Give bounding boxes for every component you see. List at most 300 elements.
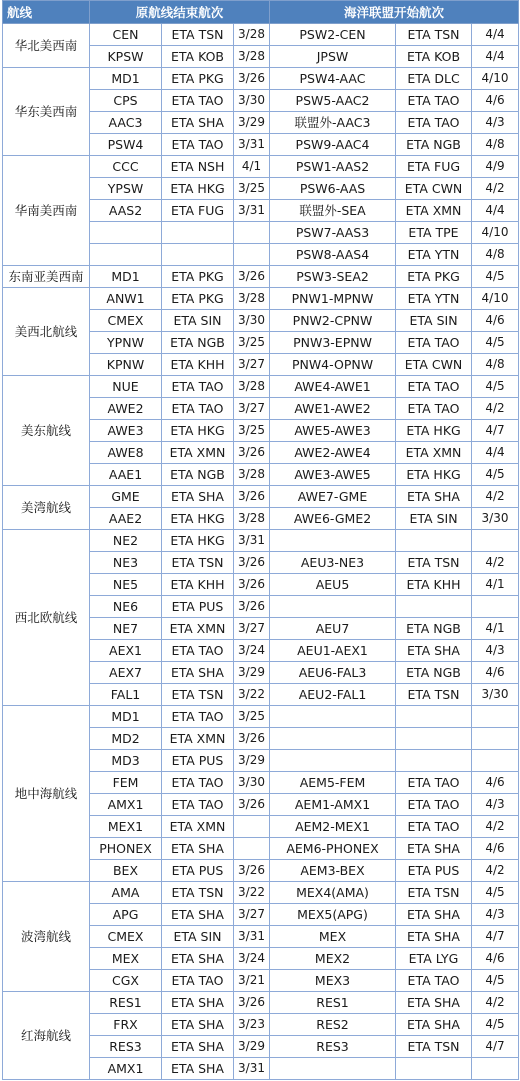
old-voyage: CPS (90, 90, 162, 112)
old-eta: ETA KHH (162, 354, 234, 376)
old-eta: ETA SHA (162, 838, 234, 860)
new-date (472, 1058, 519, 1080)
schedule-body (3, 24, 519, 1080)
route-name: 地中海航线 (3, 706, 90, 882)
old-eta: ETA KHH (162, 574, 234, 596)
old-eta: ETA SIN (162, 926, 234, 948)
new-eta: ETA TSN (396, 24, 472, 46)
old-voyage: MD1 (90, 266, 162, 288)
old-date: 3/29 (234, 662, 270, 684)
old-voyage: AAE1 (90, 464, 162, 486)
header-row (3, 1, 519, 24)
new-date: 4/3 (472, 794, 519, 816)
new-voyage: AEM6-PHONEX (270, 838, 396, 860)
old-voyage: CMEX (90, 310, 162, 332)
old-voyage: BEX (90, 860, 162, 882)
old-eta: ETA SHA (162, 112, 234, 134)
new-voyage: MEX (270, 926, 396, 948)
new-date: 4/7 (472, 926, 519, 948)
old-date (234, 222, 270, 244)
new-date: 4/2 (472, 486, 519, 508)
new-voyage: 联盟外-SEA (270, 200, 396, 222)
old-eta: ETA TAO (162, 90, 234, 112)
old-voyage: CGX (90, 970, 162, 992)
new-voyage: AEU6-FAL3 (270, 662, 396, 684)
new-voyage: AEU3-NE3 (270, 552, 396, 574)
new-date: 4/5 (472, 266, 519, 288)
old-date: 3/31 (234, 200, 270, 222)
old-eta: ETA TSN (162, 24, 234, 46)
new-date: 4/2 (472, 398, 519, 420)
new-voyage: AWE7-GME (270, 486, 396, 508)
new-voyage: MEX3 (270, 970, 396, 992)
table-row (3, 376, 519, 398)
new-voyage: AWE6-GME2 (270, 508, 396, 530)
route-name: 美西北航线 (3, 288, 90, 376)
old-date: 3/29 (234, 1036, 270, 1058)
new-eta: ETA YTN (396, 244, 472, 266)
new-voyage (270, 750, 396, 772)
new-date: 4/10 (472, 288, 519, 310)
new-eta: ETA TPE (396, 222, 472, 244)
new-date: 4/3 (472, 112, 519, 134)
new-eta: ETA SHA (396, 992, 472, 1014)
route-name: 华东美西南 (3, 68, 90, 156)
old-voyage: CCC (90, 156, 162, 178)
old-voyage: RES3 (90, 1036, 162, 1058)
table-row (3, 68, 519, 90)
new-date: 4/6 (472, 772, 519, 794)
old-voyage: GME (90, 486, 162, 508)
new-eta: ETA TAO (396, 90, 472, 112)
old-voyage: AAS2 (90, 200, 162, 222)
old-voyage: FEM (90, 772, 162, 794)
old-date: 3/30 (234, 772, 270, 794)
old-eta: ETA HKG (162, 420, 234, 442)
old-date: 3/26 (234, 728, 270, 750)
old-eta: ETA TAO (162, 640, 234, 662)
old-voyage: MD3 (90, 750, 162, 772)
old-date: 3/26 (234, 552, 270, 574)
old-eta: ETA SHA (162, 992, 234, 1014)
new-voyage: AEM3-BEX (270, 860, 396, 882)
new-date: 4/6 (472, 948, 519, 970)
new-date (472, 596, 519, 618)
old-voyage: AWE2 (90, 398, 162, 420)
old-eta: ETA PUS (162, 750, 234, 772)
new-voyage: PSW8-AAS4 (270, 244, 396, 266)
new-date: 4/2 (472, 816, 519, 838)
old-eta: ETA NSH (162, 156, 234, 178)
route-name: 华南美西南 (3, 156, 90, 266)
old-date: 3/30 (234, 310, 270, 332)
old-voyage: AAE2 (90, 508, 162, 530)
old-eta: ETA PKG (162, 288, 234, 310)
new-eta: ETA CWN (396, 354, 472, 376)
new-eta: ETA YTN (396, 288, 472, 310)
old-eta: ETA SHA (162, 948, 234, 970)
old-voyage: ANW1 (90, 288, 162, 310)
new-date (472, 750, 519, 772)
new-date: 4/3 (472, 904, 519, 926)
old-date: 3/25 (234, 706, 270, 728)
old-date: 3/29 (234, 750, 270, 772)
old-voyage: AWE8 (90, 442, 162, 464)
new-voyage: AEM2-MEX1 (270, 816, 396, 838)
old-voyage: AEX7 (90, 662, 162, 684)
new-eta: ETA SIN (396, 508, 472, 530)
new-eta: ETA TAO (396, 970, 472, 992)
new-date: 4/5 (472, 376, 519, 398)
new-eta: ETA SIN (396, 310, 472, 332)
new-voyage: 联盟外-AAC3 (270, 112, 396, 134)
new-voyage (270, 596, 396, 618)
new-eta: ETA TSN (396, 684, 472, 706)
route-name: 美湾航线 (3, 486, 90, 530)
route-name: 西北欧航线 (3, 530, 90, 706)
old-voyage: PSW4 (90, 134, 162, 156)
new-eta: ETA TAO (396, 794, 472, 816)
old-date: 3/27 (234, 354, 270, 376)
old-date: 3/25 (234, 178, 270, 200)
old-eta: ETA TAO (162, 398, 234, 420)
table-row (3, 882, 519, 904)
new-voyage: AWE1-AWE2 (270, 398, 396, 420)
new-voyage: AEM5-FEM (270, 772, 396, 794)
new-voyage (270, 530, 396, 552)
new-voyage: PNW4-OPNW (270, 354, 396, 376)
old-voyage: NE3 (90, 552, 162, 574)
old-eta: ETA TAO (162, 376, 234, 398)
old-date: 3/22 (234, 882, 270, 904)
table-row (3, 266, 519, 288)
old-eta (162, 244, 234, 266)
new-eta (396, 706, 472, 728)
old-voyage: NE5 (90, 574, 162, 596)
new-eta: ETA KOB (396, 46, 472, 68)
new-voyage: PSW7-AAS3 (270, 222, 396, 244)
new-eta: ETA KHH (396, 574, 472, 596)
route-name: 华北美西南 (3, 24, 90, 68)
new-date: 4/5 (472, 1014, 519, 1036)
old-date: 3/25 (234, 420, 270, 442)
new-date: 4/5 (472, 464, 519, 486)
new-eta: ETA DLC (396, 68, 472, 90)
header-route: 航线 (3, 1, 90, 24)
old-date: 3/26 (234, 442, 270, 464)
old-eta: ETA PKG (162, 68, 234, 90)
old-voyage: FAL1 (90, 684, 162, 706)
new-date: 4/2 (472, 992, 519, 1014)
old-eta (162, 222, 234, 244)
old-date: 3/28 (234, 46, 270, 68)
new-date: 4/10 (472, 222, 519, 244)
new-date: 4/7 (472, 1036, 519, 1058)
new-voyage: MEX5(APG) (270, 904, 396, 926)
new-date: 4/3 (472, 640, 519, 662)
old-date: 3/26 (234, 992, 270, 1014)
new-voyage: PSW3-SEA2 (270, 266, 396, 288)
old-date: 3/24 (234, 948, 270, 970)
new-date: 4/4 (472, 442, 519, 464)
old-date: 3/26 (234, 574, 270, 596)
old-date: 3/26 (234, 486, 270, 508)
old-eta: ETA XMN (162, 728, 234, 750)
new-eta: ETA XMN (396, 442, 472, 464)
new-eta: ETA TAO (396, 376, 472, 398)
table-row (3, 288, 519, 310)
header-original: 原航线结束航次 (90, 1, 270, 24)
new-eta (396, 1058, 472, 1080)
old-date: 3/26 (234, 860, 270, 882)
new-date: 3/30 (472, 508, 519, 530)
new-date: 4/5 (472, 882, 519, 904)
old-date: 3/27 (234, 398, 270, 420)
new-date: 4/2 (472, 552, 519, 574)
old-eta: ETA TAO (162, 706, 234, 728)
new-eta: ETA SHA (396, 838, 472, 860)
new-voyage (270, 728, 396, 750)
new-date: 4/6 (472, 310, 519, 332)
new-voyage: AWE4-AWE1 (270, 376, 396, 398)
old-voyage: AWE3 (90, 420, 162, 442)
new-eta: ETA TAO (396, 772, 472, 794)
old-eta: ETA XMN (162, 442, 234, 464)
new-eta: ETA SHA (396, 1014, 472, 1036)
table-row (3, 24, 519, 46)
old-voyage: RES1 (90, 992, 162, 1014)
old-eta: ETA XMN (162, 618, 234, 640)
table-row (3, 706, 519, 728)
new-voyage: PSW1-AAS2 (270, 156, 396, 178)
old-date: 3/29 (234, 112, 270, 134)
old-voyage: MD2 (90, 728, 162, 750)
new-eta: ETA SHA (396, 926, 472, 948)
old-date: 3/27 (234, 618, 270, 640)
new-eta (396, 750, 472, 772)
old-voyage: FRX (90, 1014, 162, 1036)
new-date: 4/5 (472, 332, 519, 354)
new-eta: ETA LYG (396, 948, 472, 970)
new-eta: ETA SHA (396, 904, 472, 926)
new-date: 4/7 (472, 420, 519, 442)
new-eta (396, 728, 472, 750)
old-eta: ETA SHA (162, 1014, 234, 1036)
old-eta: ETA TAO (162, 794, 234, 816)
old-date: 3/26 (234, 794, 270, 816)
table-row (3, 156, 519, 178)
old-eta: ETA TSN (162, 882, 234, 904)
old-date: 3/22 (234, 684, 270, 706)
old-voyage: PHONEX (90, 838, 162, 860)
new-eta: ETA XMN (396, 200, 472, 222)
old-voyage: YPNW (90, 332, 162, 354)
new-eta: ETA TAO (396, 112, 472, 134)
old-voyage: NE7 (90, 618, 162, 640)
new-voyage: PSW4-AAC (270, 68, 396, 90)
new-voyage (270, 706, 396, 728)
old-voyage: MD1 (90, 68, 162, 90)
old-date: 3/31 (234, 1058, 270, 1080)
route-name: 红海航线 (3, 992, 90, 1080)
old-date: 3/23 (234, 1014, 270, 1036)
old-eta: ETA TSN (162, 552, 234, 574)
new-voyage: AWE3-AWE5 (270, 464, 396, 486)
old-voyage: CMEX (90, 926, 162, 948)
new-eta (396, 596, 472, 618)
old-date: 3/28 (234, 376, 270, 398)
new-voyage: AEU5 (270, 574, 396, 596)
new-date: 4/6 (472, 838, 519, 860)
old-date: 3/27 (234, 904, 270, 926)
old-voyage: KPSW (90, 46, 162, 68)
new-eta: ETA NGB (396, 134, 472, 156)
old-eta: ETA TAO (162, 970, 234, 992)
new-date (472, 706, 519, 728)
new-eta: ETA TSN (396, 1036, 472, 1058)
old-voyage: AEX1 (90, 640, 162, 662)
old-eta: ETA XMN (162, 816, 234, 838)
old-date: 3/26 (234, 596, 270, 618)
old-eta: ETA TAO (162, 134, 234, 156)
new-eta: ETA HKG (396, 420, 472, 442)
new-eta: ETA NGB (396, 662, 472, 684)
old-voyage (90, 222, 162, 244)
old-voyage: MEX1 (90, 816, 162, 838)
new-voyage: PNW2-CPNW (270, 310, 396, 332)
old-eta: ETA SHA (162, 904, 234, 926)
old-date: 3/31 (234, 134, 270, 156)
old-voyage: MEX (90, 948, 162, 970)
old-eta: ETA SHA (162, 1036, 234, 1058)
old-eta: ETA TSN (162, 684, 234, 706)
new-voyage: AWE2-AWE4 (270, 442, 396, 464)
new-eta (396, 530, 472, 552)
old-eta: ETA SHA (162, 1058, 234, 1080)
new-eta: ETA TAO (396, 816, 472, 838)
new-eta: ETA NGB (396, 618, 472, 640)
old-date: 3/24 (234, 640, 270, 662)
old-date: 4/1 (234, 156, 270, 178)
new-voyage: AEM1-AMX1 (270, 794, 396, 816)
old-voyage: APG (90, 904, 162, 926)
new-date (472, 728, 519, 750)
old-voyage: AMX1 (90, 794, 162, 816)
old-date: 3/26 (234, 68, 270, 90)
old-date: 3/21 (234, 970, 270, 992)
new-voyage: PSW6-AAS (270, 178, 396, 200)
new-voyage: MEX4(AMA) (270, 882, 396, 904)
old-voyage: NE6 (90, 596, 162, 618)
new-eta: ETA SHA (396, 640, 472, 662)
new-eta: ETA HKG (396, 464, 472, 486)
old-date (234, 244, 270, 266)
new-date: 4/4 (472, 200, 519, 222)
old-voyage (90, 244, 162, 266)
old-eta: ETA HKG (162, 508, 234, 530)
new-date: 4/2 (472, 860, 519, 882)
old-eta: ETA SIN (162, 310, 234, 332)
new-eta: ETA TSN (396, 552, 472, 574)
new-voyage: AWE5-AWE3 (270, 420, 396, 442)
old-eta: ETA NGB (162, 464, 234, 486)
new-date: 4/8 (472, 244, 519, 266)
new-date: 4/4 (472, 46, 519, 68)
new-date: 4/1 (472, 618, 519, 640)
old-date: 3/28 (234, 24, 270, 46)
old-voyage: KPNW (90, 354, 162, 376)
old-eta: ETA PUS (162, 596, 234, 618)
new-eta: ETA SHA (396, 486, 472, 508)
route-name: 东南亚美西南 (3, 266, 90, 288)
old-date: 3/28 (234, 464, 270, 486)
old-date (234, 816, 270, 838)
old-eta: ETA NGB (162, 332, 234, 354)
old-voyage: NE2 (90, 530, 162, 552)
new-voyage (270, 1058, 396, 1080)
old-voyage: CEN (90, 24, 162, 46)
new-date: 4/5 (472, 970, 519, 992)
schedule-table (2, 0, 519, 1080)
old-eta: ETA TAO (162, 772, 234, 794)
new-voyage: RES3 (270, 1036, 396, 1058)
new-voyage: MEX2 (270, 948, 396, 970)
header-ocean-alliance: 海洋联盟开始航次 (270, 1, 519, 24)
old-date (234, 838, 270, 860)
old-voyage: MD1 (90, 706, 162, 728)
old-date: 3/28 (234, 288, 270, 310)
route-name: 波湾航线 (3, 882, 90, 992)
new-voyage: PSW9-AAC4 (270, 134, 396, 156)
new-date: 4/8 (472, 134, 519, 156)
old-date: 3/28 (234, 508, 270, 530)
old-voyage: AMX1 (90, 1058, 162, 1080)
new-voyage: AEU7 (270, 618, 396, 640)
new-eta: ETA TAO (396, 332, 472, 354)
old-date: 3/26 (234, 266, 270, 288)
new-voyage: PNW3-EPNW (270, 332, 396, 354)
new-date: 4/10 (472, 68, 519, 90)
new-date (472, 530, 519, 552)
old-date: 3/25 (234, 332, 270, 354)
new-eta: ETA PKG (396, 266, 472, 288)
new-voyage: AEU2-FAL1 (270, 684, 396, 706)
new-eta: ETA CWN (396, 178, 472, 200)
new-date: 4/9 (472, 156, 519, 178)
new-date: 4/6 (472, 662, 519, 684)
old-date: 3/31 (234, 530, 270, 552)
old-eta: ETA FUG (162, 200, 234, 222)
table-row (3, 530, 519, 552)
new-voyage: RES1 (270, 992, 396, 1014)
old-voyage: NUE (90, 376, 162, 398)
new-date: 3/30 (472, 684, 519, 706)
old-eta: ETA KOB (162, 46, 234, 68)
new-eta: ETA TSN (396, 882, 472, 904)
new-date: 4/4 (472, 24, 519, 46)
route-name: 美东航线 (3, 376, 90, 486)
old-eta: ETA HKG (162, 178, 234, 200)
new-date: 4/1 (472, 574, 519, 596)
new-voyage: RES2 (270, 1014, 396, 1036)
old-voyage: YPSW (90, 178, 162, 200)
new-eta: ETA TAO (396, 398, 472, 420)
new-voyage: PSW2-CEN (270, 24, 396, 46)
table-row (3, 486, 519, 508)
new-date: 4/2 (472, 178, 519, 200)
new-eta: ETA PUS (396, 860, 472, 882)
old-date: 3/30 (234, 90, 270, 112)
